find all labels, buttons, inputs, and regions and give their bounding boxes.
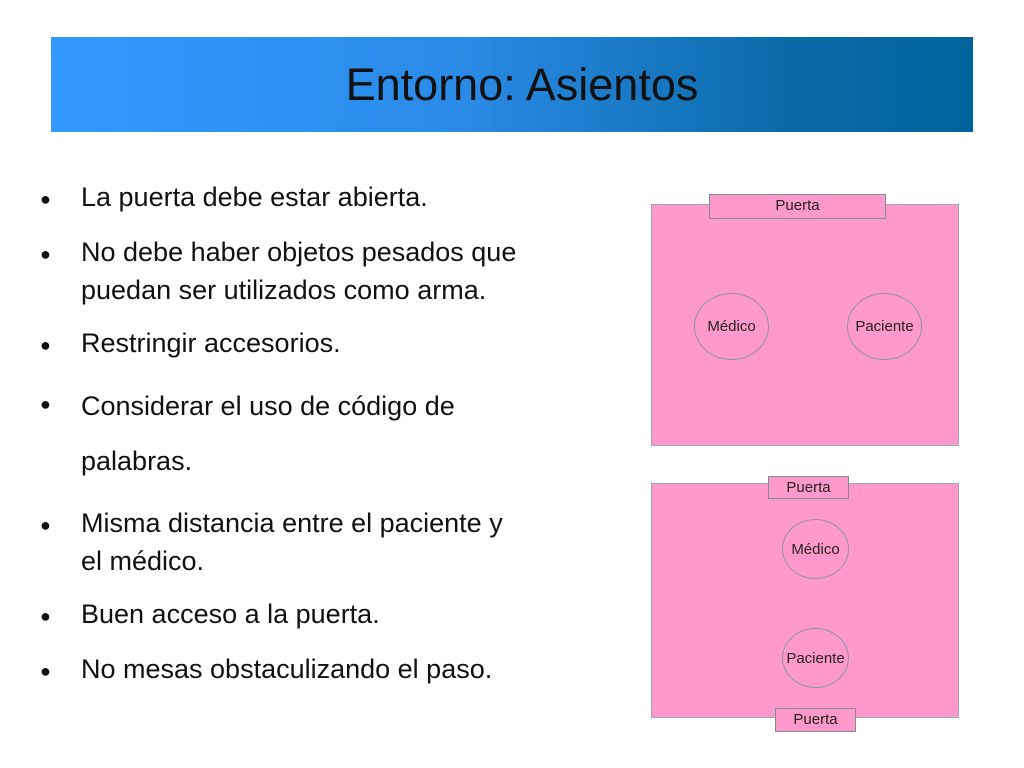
bullet-text: No mesas obstaculizando el paso. bbox=[81, 654, 493, 684]
bullet-item bbox=[40, 178, 600, 216]
seat-paciente bbox=[847, 293, 922, 360]
door-bottom: Puerta bbox=[775, 708, 856, 732]
bullet-text: puedan ser utilizados como arma. bbox=[81, 275, 487, 305]
bullet-text: No debe haber objetos pesados que bbox=[81, 237, 517, 267]
bullet-text: Considerar el uso de código de bbox=[81, 391, 455, 421]
bullet-text: Restringir accesorios. bbox=[81, 328, 341, 358]
bullet-text: Misma distancia entre el paciente y bbox=[81, 508, 503, 538]
bullet-item bbox=[40, 324, 600, 362]
seat-paciente bbox=[782, 628, 849, 688]
seat-label: Paciente bbox=[855, 318, 914, 335]
seat-label: Médico bbox=[707, 318, 756, 335]
bullet-item bbox=[40, 504, 600, 580]
bullet-text: el médico. bbox=[81, 546, 205, 576]
door-top: Puerta bbox=[709, 194, 886, 219]
bullet-dot-icon: ● bbox=[40, 515, 51, 535]
bullet-dot-icon: ● bbox=[40, 189, 51, 209]
bullet-item bbox=[40, 595, 600, 633]
seat-medico bbox=[782, 519, 849, 579]
bullet-list bbox=[40, 178, 600, 688]
bullet-text: palabras. bbox=[81, 446, 193, 476]
bullet-item bbox=[40, 379, 600, 489]
bullet-dot-icon: ● bbox=[40, 394, 51, 414]
bullet-text: La puerta debe estar abierta. bbox=[81, 182, 428, 212]
bullet-item bbox=[40, 650, 600, 688]
slide-title: Entorno: Asientos bbox=[345, 58, 699, 110]
seat-medico bbox=[694, 293, 769, 360]
bullet-dot-icon: ● bbox=[40, 244, 51, 264]
bullet-dot-icon: ● bbox=[40, 661, 51, 681]
bullet-dot-icon: ● bbox=[40, 335, 51, 355]
title-bar bbox=[51, 37, 973, 132]
bullet-item bbox=[40, 233, 600, 309]
bullet-text: Buen acceso a la puerta. bbox=[81, 599, 380, 629]
seat-label: Paciente bbox=[786, 649, 845, 667]
door-top: Puerta bbox=[768, 476, 849, 499]
bullet-dot-icon: ● bbox=[40, 606, 51, 626]
seat-label: Médico bbox=[791, 540, 840, 558]
